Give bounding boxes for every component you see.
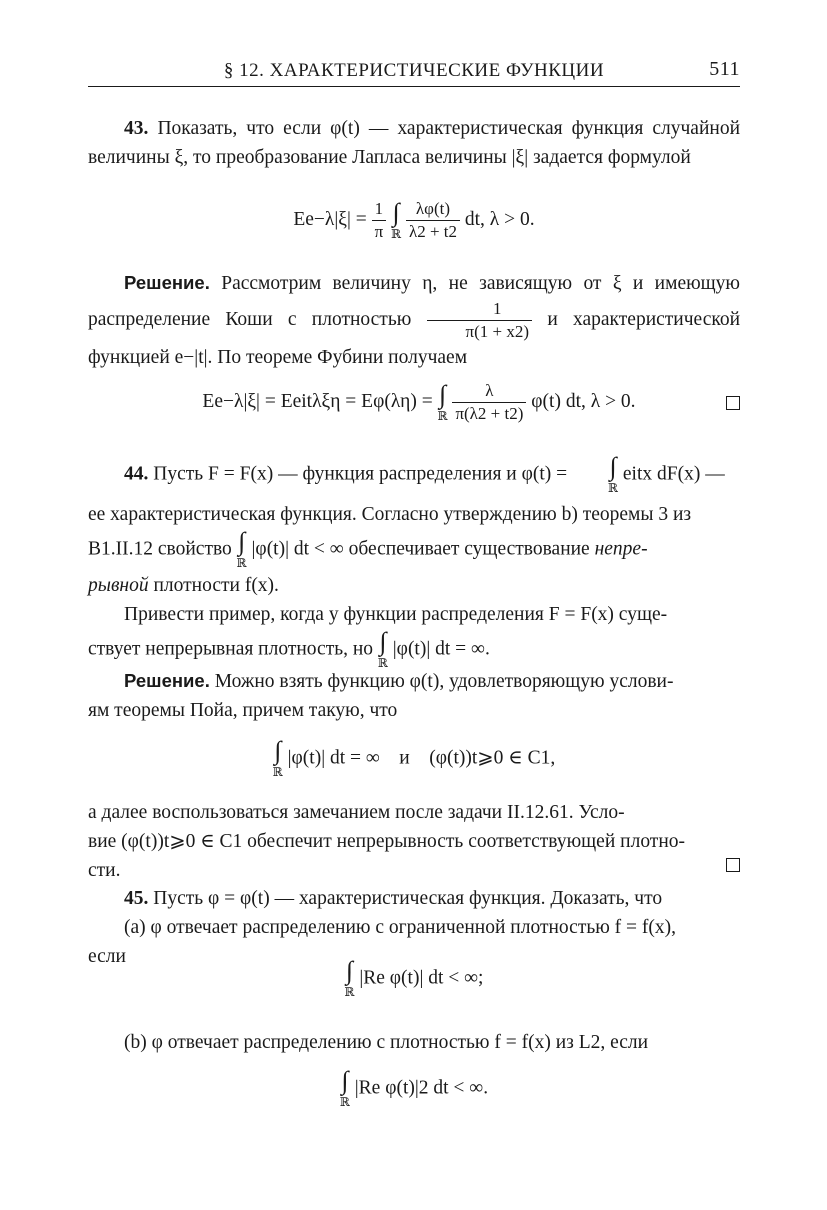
- formula-sol-tail: φ(t) dt, λ > 0.: [531, 390, 636, 412]
- solution-43-text3: функцией e−|t|. По теореме Фубини получаем: [88, 347, 468, 368]
- problem-45-b: (b) φ отвечает распределению с плотностью f = f(x) из L2, если: [124, 1032, 649, 1053]
- integral-sign: ∫ ℝ: [339, 1066, 350, 1109]
- formula-sol-frac: $\frac{\lambda}{\pi(\lambda 2 + t2)}$: [452, 380, 526, 425]
- solution-43-text2: и характеристической: [547, 308, 741, 330]
- integral-sign: ∫ ℝ: [391, 197, 402, 241]
- solution-44-after: а далее воспользоваться замечанием после задачи II.12.61. Усло- вие (φ(t))t⩾0 ∈ C1 обеспечит непрерывность соответствующей плотно- сти.: [88, 802, 686, 881]
- formula-sol-lhs: Ee−λ|ξ| = Eeitλξη = Eφ(λη) =: [202, 390, 433, 412]
- formula-43-tail: dt, λ > 0.: [464, 208, 535, 230]
- qed-square: [726, 858, 740, 872]
- formula-43-solution: [138, 380, 700, 425]
- solution-43: [88, 268, 740, 372]
- problem-45: 45. Пусть φ = φ(t) — характеристическая функция. Доказать, что (a) φ отвечает распределению с ограниченной плотностью f = f(x), если: [88, 888, 677, 967]
- solution-44: Решение. Можно взять функцию φ(t), удовлетворяющую услови- ям теоремы Пойа, причем такую, что: [88, 670, 674, 721]
- solution-44-label: Решение.: [124, 670, 210, 691]
- problem-45-number: 45.: [124, 888, 149, 909]
- page: [88, 58, 741, 1109]
- formula-44: ∫ ℝ |φ(t)| dt = ∞ и (φ(t))t⩾0 ∈ C1,: [272, 736, 556, 779]
- integral-sign: ∫ ℝ: [344, 956, 355, 999]
- integral-sign: ∫ ℝ: [437, 379, 448, 423]
- formula-45a: ∫ ℝ |Re φ(t)| dt < ∞;: [344, 956, 484, 999]
- solution-43-label: Решение.: [124, 272, 210, 293]
- formula-43-frac2: $\frac{\lambda\varphi(t)}{\lambda 2 + t2}$: [406, 198, 460, 243]
- header-title: § 12. ХАРАКТЕРИСТИЧЕСКИЕ ФУНКЦИИ: [223, 60, 605, 81]
- problem-43-number: 43.: [124, 118, 149, 139]
- integral-sign: ∫ ℝ: [236, 527, 247, 570]
- cauchy-density: $\frac{1}{\pi(1 + x2)}$: [427, 298, 533, 343]
- formula-43-lhs: Ee−λ|ξ| =: [293, 208, 367, 230]
- formula-43: [88, 198, 740, 243]
- integral-sign: ∫ ℝ: [377, 627, 388, 670]
- solution-43-text1: Рассмотрим величину η, не зависящую от ξ и имеющую распределение Коши с плотностью: [88, 273, 741, 330]
- integral-sign: ∫ ℝ: [608, 452, 618, 495]
- page-number: 511: [709, 58, 740, 80]
- problem-44: 44. Пусть F = F(x) — функция распределения и φ(t) = ∫ ℝ eitx dF(x) — ее характеристическая функция. Согласно утверждению b) теоремы 3 из B1.II.12 свойство ∫ ℝ |φ(t)| dt < ∞ обеспечивает существование непре- рывной плотности f(x). Привести пример, когда у функции распределения F = F(x) суще- ствует непрерывная плотность, но ∫ ℝ |φ(t)| dt = ∞.: [88, 452, 725, 670]
- qed-square: [726, 396, 740, 410]
- running-header: [88, 58, 740, 87]
- integral-sign: ∫ ℝ: [272, 736, 283, 779]
- formula-45b: ∫ ℝ |Re φ(t)|2 dt < ∞.: [339, 1066, 489, 1109]
- formula-43-frac1: $\frac{1}{\pi}$: [372, 198, 387, 243]
- problem-44-number: 44.: [124, 463, 149, 485]
- problem-43: [88, 114, 740, 172]
- problem-43-text: Показать, что если φ(t) — характеристическая функция случайной величины ξ, то преобразование Лапласа величины |ξ| задается формулой: [88, 118, 740, 168]
